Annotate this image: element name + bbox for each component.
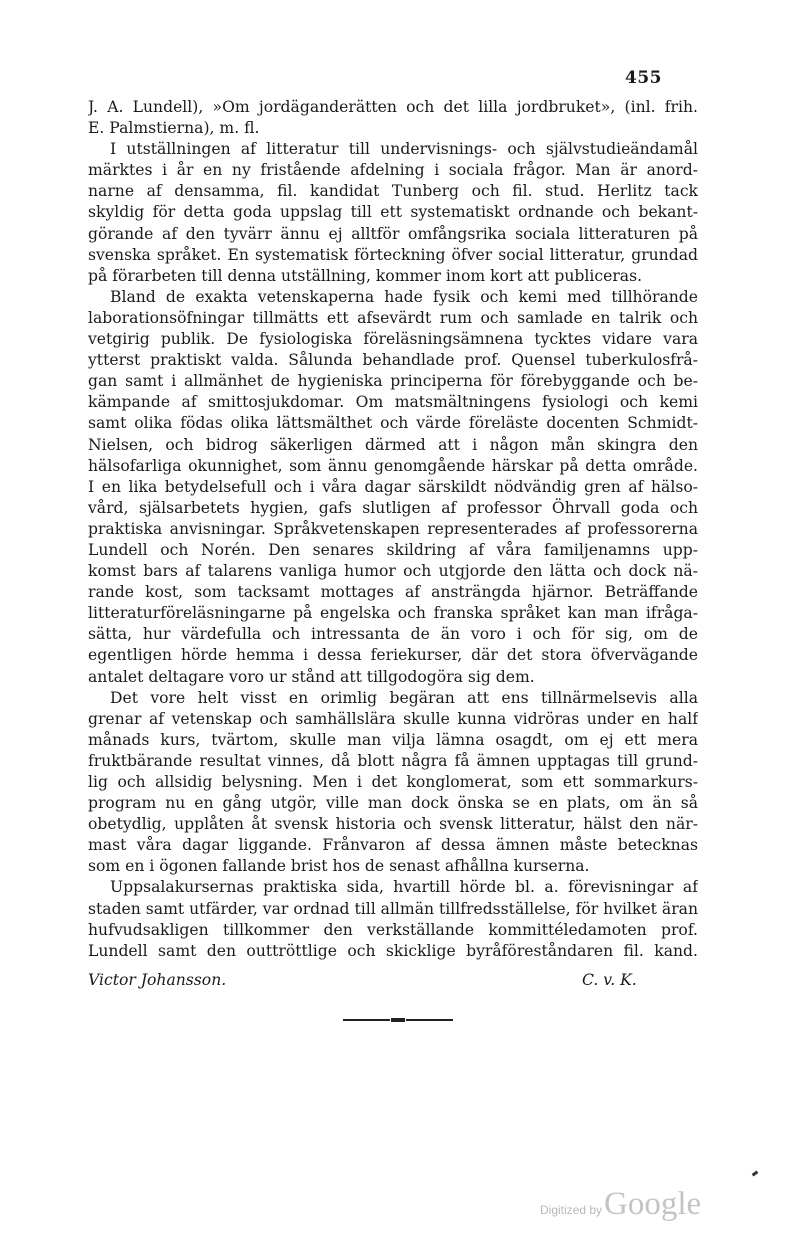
text-line: Bland de exakta vetenskaperna hade fysik och kemi med tillhörande	[110, 287, 698, 306]
text-line: Det vore helt visst en orimlig begäran att ens tillnärmelsevis alla	[110, 688, 698, 707]
watermark-prefix: Digitized by	[540, 1203, 603, 1217]
text-line: narne af densamma, fil. kandidat Tunberg och fil. stud. Herlitz tack	[88, 182, 698, 201]
text-line: månads kurs, tvärtom, skulle man vilja lämna osagdt, om ej ett mera	[88, 730, 698, 749]
text-line: I en lika betydelsefull och i våra dagar särskildt nödvändig gren af hälso-	[88, 477, 698, 496]
text-line: som en i ögonen fallande brist hos de senast afhållna kurserna.	[88, 857, 590, 876]
signature-initials: C. v. K.	[582, 971, 637, 989]
text-line: J. A. Lundell), »Om jordäganderätten och det lilla jordbruket», (inl. frih.	[88, 98, 698, 116]
text-line: E. Palmstierna), m. fl.	[88, 119, 260, 138]
digitized-watermark	[540, 1186, 701, 1223]
text-line: I utställningen af litteratur till undervisnings- och självstudieändamål	[110, 140, 698, 159]
text-line: hälsofarliga okunnighet, som ännu genomgående härskar på detta område.	[88, 456, 698, 475]
google-logo: Google	[604, 1186, 702, 1222]
text-line: program nu en gång utgör, ville man dock önska se en plats, om än så	[88, 794, 698, 813]
scan-speck	[752, 1171, 759, 1177]
ornament-rule-right	[406, 1019, 453, 1021]
text-line: gan samt i allmänhet de hygieniska principerna för förebyggande och be-	[88, 372, 698, 391]
text-line: antalet deltagare voro ur stånd att tillgodogöra sig dem.	[88, 667, 535, 686]
text-line: lig och allsidig belysning. Men i det konglomerat, som ett sommarkurs-	[88, 773, 698, 791]
text-line: sätta, hur värdefulla och intressanta de än voro i och för sig, om de	[88, 625, 698, 644]
text-line: praktiska anvisningar. Språkvetenskapen representerades af professorerna	[88, 519, 698, 538]
text-line: staden samt utfärder, var ordnad till allmän tillfredsställelse, för hvilket äran	[88, 899, 698, 918]
text-line: Lundell samt den outtröttlige och skicklige byråföreståndaren fil. kand.	[88, 941, 698, 960]
author-name: Victor Johansson.	[88, 971, 227, 989]
section-end-ornament	[343, 1018, 453, 1022]
text-line: Uppsalakursernas praktiska sida, hvartill hörde bl. a. förevisningar af	[110, 878, 698, 897]
text-line: svenska språket. En systematisk förteckning öfver social litteratur, grundad	[88, 245, 698, 264]
text-line: mast våra dagar liggande. Frånvaron af dessa ämnen måste betecknas	[88, 836, 698, 855]
text-line: på förarbeten till denna utställning, kommer inom kort att publiceras.	[88, 266, 643, 285]
text-line: vård, själsarbetets hygien, gafs slutligen af professor Öhrvall goda och	[88, 498, 698, 517]
text-line: laborationsöfningar tillmätts ett afsevärdt rum och samlade en talrik och	[88, 308, 698, 327]
body-text	[88, 97, 698, 962]
text-line: görande af den tyvärr ännu ej alltför omfångsrika sociala litteraturen på	[88, 224, 698, 243]
text-line: skyldig för detta goda uppslag till ett systematiskt ordnande och bekant-	[88, 203, 698, 222]
text-line: hufvudsakligen tillkommer den verkställande kommittéledamoten prof.	[88, 920, 698, 939]
text-line: märktes i år en ny fristående afdelning i sociala frågor. Man är anord-	[88, 161, 698, 180]
text-line: obetydlig, upplåten åt svensk historia och svensk litteratur, hälst den när-	[88, 815, 698, 834]
text-line: rande kost, som tacksamt mottages af ansträngda hjärnor. Beträffande	[88, 583, 698, 602]
page-number: 455	[625, 68, 662, 88]
text-line: vetgirig publik. De fysiologiska föreläsningsämnena tycktes vidare vara	[88, 330, 698, 349]
text-line: samt olika födas olika lättsmälthet och värde föreläste docenten Schmidt-	[88, 414, 698, 433]
text-line: Lundell och Norén. Den senares skildring af våra familjenamns upp-	[88, 540, 698, 559]
text-line: fruktbärande resultat vinnes, då blott några få ämnen upptagas till grund-	[88, 751, 698, 770]
text-line: kämpande af smittosjukdomar. Om matsmältningens fysiologi och kemi	[88, 393, 698, 412]
text-line: ytterst praktiskt valda. Sålunda behandlade prof. Quensel tuberkulosfrå-	[88, 351, 698, 370]
text-line: litteraturföreläsningarne på engelska och franska språket kan man ifråga-	[88, 604, 698, 623]
text-line: Nielsen, och bidrog säkerligen därmed att i någon mån skingra den	[88, 435, 698, 454]
text-line: komst bars af talarens vanliga humor och utgjorde den lätta och dock nä-	[88, 562, 698, 581]
ornament-rule-left	[343, 1019, 390, 1021]
ornament-center-block	[391, 1018, 405, 1022]
text-line: egentligen hörde hemma i dessa feriekurser, där det stora öfvervägande	[88, 646, 698, 665]
text-line: grenar af vetenskap och samhällslära skulle kunna vidröras under en half	[88, 709, 698, 728]
